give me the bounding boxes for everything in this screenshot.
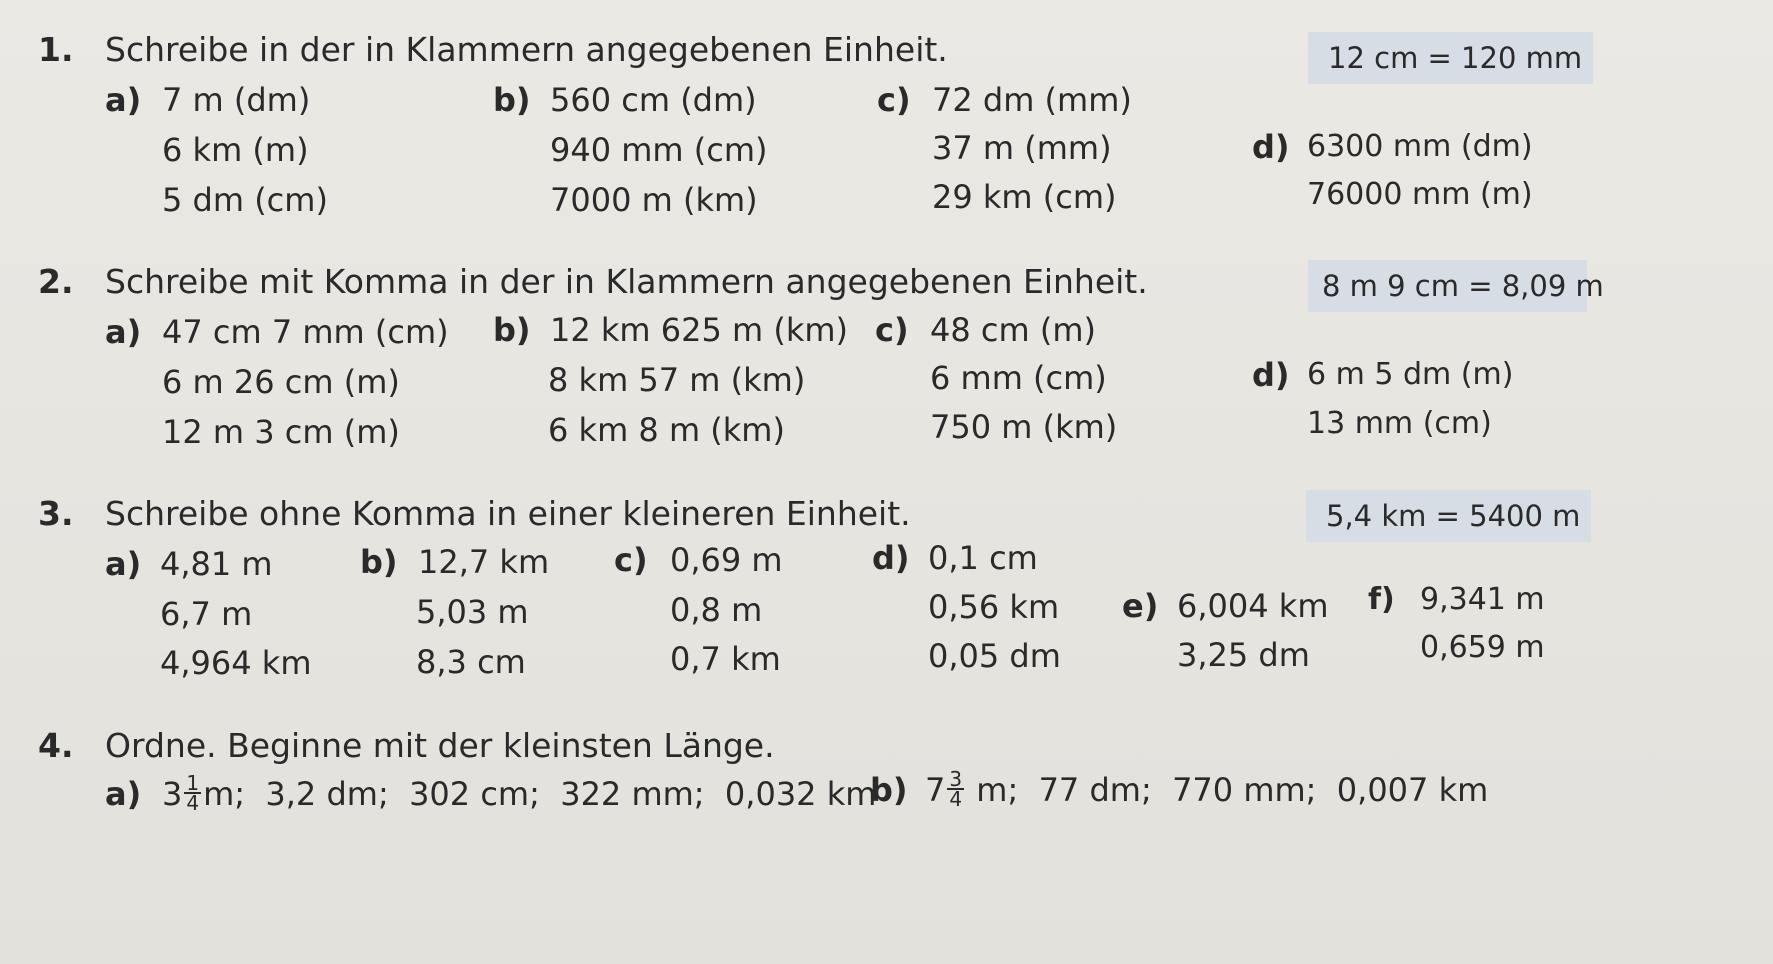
fraction-numerator: 3	[949, 767, 963, 791]
ex1-label-c: c)	[877, 81, 911, 119]
ex2-label-a: a)	[105, 313, 142, 351]
ex3-label-a: a)	[105, 545, 142, 583]
ex3-b-item: 12,7 km	[418, 543, 550, 581]
ex3-d-item: 0,56 km	[928, 588, 1060, 626]
ex2-b-item: 8 km 57 m (km)	[548, 361, 806, 399]
ex3-f-item: 0,659 m	[1420, 630, 1545, 665]
ex1-b-item: 560 cm (dm)	[550, 81, 757, 119]
ex1-b-item: 940 mm (cm)	[550, 131, 768, 169]
fraction-numerator: 1	[186, 771, 200, 795]
ex3-d-item: 0,05 dm	[928, 637, 1061, 675]
exercise-2-number: 2.	[38, 262, 74, 301]
exercise-2-hint-box: 8 m 9 cm = 8,09 m	[1308, 260, 1587, 312]
ex2-label-c: c)	[875, 311, 909, 349]
exercise-1-hint-box: 12 cm = 120 mm	[1308, 32, 1593, 84]
fraction-denominator: 4	[949, 787, 963, 811]
ex3-a-item: 4,964 km	[160, 644, 312, 682]
ex4-b-rest: m; 77 dm; 770 mm; 0,007 km	[966, 771, 1489, 809]
ex3-c-item: 0,7 km	[670, 640, 781, 678]
exercise-3-hint-box: 5,4 km = 5400 m	[1306, 490, 1591, 542]
ex1-c-item: 72 dm (mm)	[932, 81, 1132, 119]
ex4-b-whole: 7	[925, 771, 946, 809]
ex3-d-item: 0,1 cm	[928, 539, 1038, 577]
ex3-e-item: 6,004 km	[1177, 587, 1329, 625]
ex1-label-b: b)	[493, 81, 531, 119]
ex2-c-item: 48 cm (m)	[930, 311, 1096, 349]
ex2-label-d: d)	[1252, 356, 1290, 394]
ex1-d-item: 76000 mm (m)	[1307, 177, 1533, 212]
ex1-a-item: 5 dm (cm)	[162, 181, 328, 219]
ex4-a-row	[162, 771, 877, 815]
ex4-label-b: b)	[870, 771, 908, 809]
exercise-1-title: Schreibe in der in Klammern angegebenen Einheit.	[105, 30, 948, 69]
exercise-4-number: 4.	[38, 726, 74, 765]
ex3-c-item: 0,8 m	[670, 591, 763, 629]
ex4-label-a: a)	[105, 775, 142, 813]
ex2-label-b: b)	[493, 311, 531, 349]
ex3-f-item: 9,341 m	[1420, 582, 1545, 617]
ex3-a-item: 4,81 m	[160, 545, 273, 583]
ex3-a-item: 6,7 m	[160, 595, 253, 633]
exercise-4-title: Ordne. Beginne mit der kleinsten Länge.	[105, 726, 775, 765]
ex3-label-b: b)	[360, 543, 398, 581]
ex2-a-item: 47 cm 7 mm (cm)	[162, 313, 449, 351]
ex3-b-item: 8,3 cm	[416, 643, 526, 681]
ex3-label-c: c)	[614, 541, 648, 579]
ex4-a-whole: 3	[162, 775, 183, 813]
ex2-c-item: 6 mm (cm)	[930, 359, 1107, 397]
exercise-2-title: Schreibe mit Komma in der in Klammern angegebenen Einheit.	[105, 262, 1148, 301]
ex1-d-item: 6300 mm (dm)	[1307, 129, 1533, 164]
ex1-a-item: 6 km (m)	[162, 131, 309, 169]
ex1-a-item: 7 m (dm)	[162, 81, 311, 119]
ex3-label-d: d)	[872, 539, 910, 577]
ex2-b-item: 6 km 8 m (km)	[548, 411, 785, 449]
fraction	[184, 771, 201, 815]
ex1-c-item: 29 km (cm)	[932, 178, 1117, 216]
ex1-label-d: d)	[1252, 128, 1290, 166]
ex4-a-rest: m; 3,2 dm; 302 cm; 322 mm; 0,032 km	[203, 775, 877, 813]
exercise-3-title: Schreibe ohne Komma in einer kleineren Einheit.	[105, 494, 911, 533]
ex1-label-a: a)	[105, 81, 142, 119]
exercise-3-number: 3.	[38, 494, 74, 533]
exercise-1-number: 1.	[38, 30, 74, 69]
fraction-denominator: 4	[186, 791, 200, 815]
ex2-b-item: 12 km 625 m (km)	[550, 311, 849, 349]
fraction	[947, 767, 964, 811]
ex3-label-e: e)	[1122, 587, 1159, 625]
ex1-b-item: 7000 m (km)	[550, 181, 758, 219]
ex4-b-row	[925, 767, 1489, 811]
ex2-d-item: 6 m 5 dm (m)	[1307, 357, 1514, 392]
ex2-a-item: 12 m 3 cm (m)	[162, 413, 400, 451]
ex2-a-item: 6 m 26 cm (m)	[162, 363, 400, 401]
ex1-c-item: 37 m (mm)	[932, 129, 1112, 167]
ex3-c-item: 0,69 m	[670, 541, 783, 579]
ex3-b-item: 5,03 m	[416, 593, 529, 631]
ex2-d-item: 13 mm (cm)	[1307, 406, 1492, 441]
ex3-label-f: f)	[1368, 582, 1395, 617]
ex3-e-item: 3,25 dm	[1177, 636, 1310, 674]
ex2-c-item: 750 m (km)	[930, 408, 1118, 446]
